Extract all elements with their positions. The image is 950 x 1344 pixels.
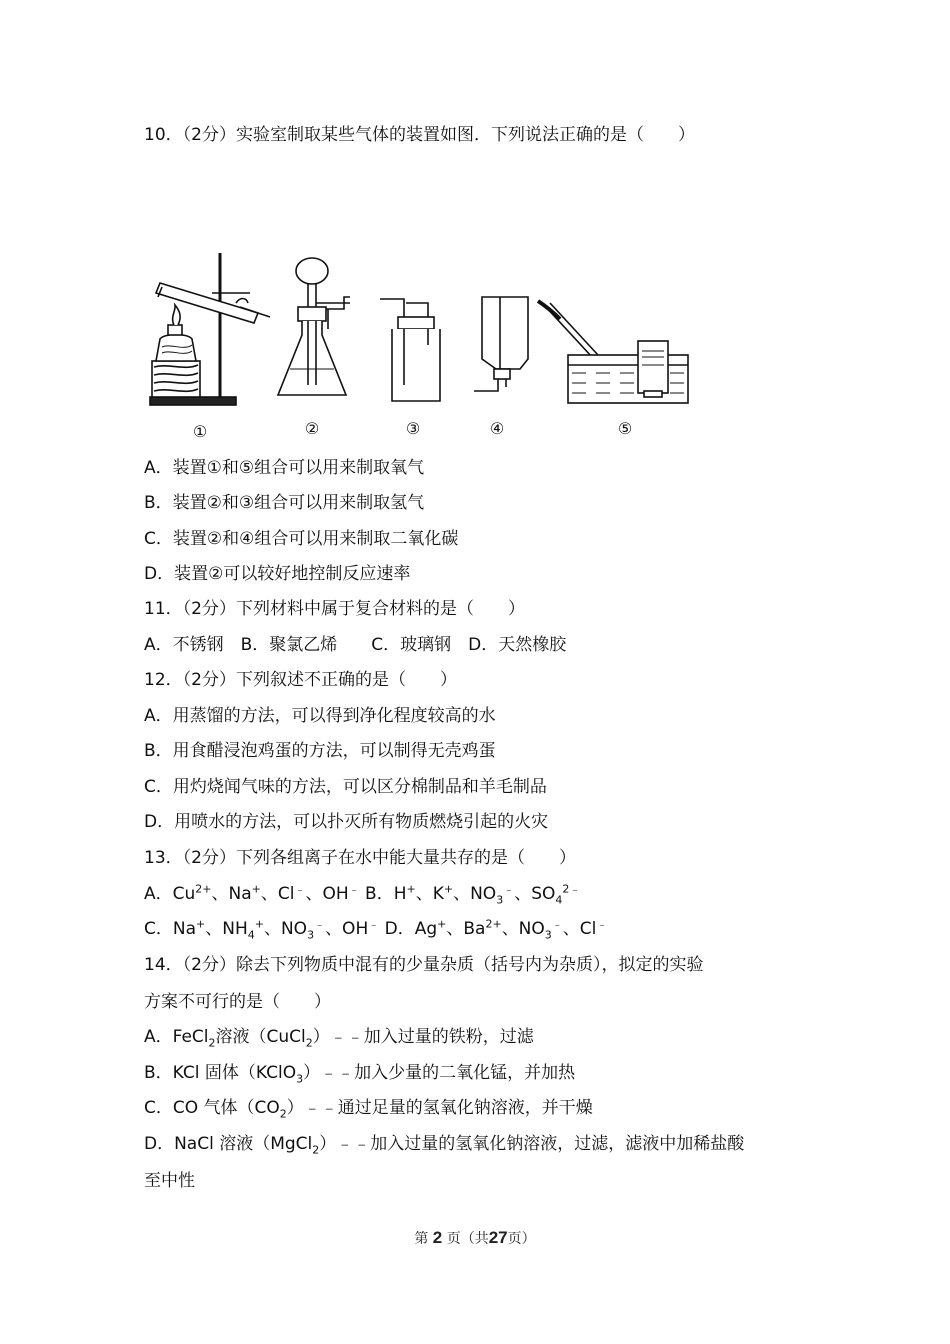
q14-option-b: B．KCl 固体（KClO$_3$）﹣﹣加入少量的二氧化锰，并加热 xyxy=(144,1063,576,1086)
q14-option-a: A．FeCl$_2$溶液（CuCl$_2$）﹣﹣加入过量的铁粉，过滤 xyxy=(144,1027,534,1050)
apparatus-1-heating-setup xyxy=(150,253,270,405)
q11-title: 11．（2分）下列材料中属于复合材料的是（ ） xyxy=(144,599,525,619)
q14-option-c: C．CO 气体$(CO_2)﹣﹣$通过足量的氢氧化钠溶液，并干燥 xyxy=(144,1098,593,1121)
q14-option-d: D．NaCl 溶液（MgCl$_2$）﹣﹣加入过量的氢氧化钠溶液，过滤，滤液中加稀盐酸 xyxy=(144,1134,745,1157)
q10-option-a: A．装置①和⑤组合可以用来制取氧气 xyxy=(144,458,425,478)
apparatus-label-5: ⑤ xyxy=(617,419,633,438)
apparatus-2-conical-flask xyxy=(278,258,350,395)
lab-apparatus-diagram xyxy=(140,245,700,450)
apparatus-label-1: ① xyxy=(192,422,208,441)
page-number: 2 xyxy=(432,1228,443,1247)
apparatus-5-water-trough xyxy=(538,301,688,403)
q12-option-c: C．用灼烧闻气味的方法，可以区分棉制品和羊毛制品 xyxy=(144,777,547,797)
q10-option-c: C．装置②和④组合可以用来制取二氧化碳 xyxy=(144,529,459,549)
q12-option-b: B．用食醋浸泡鸡蛋的方法，可以制得无壳鸡蛋 xyxy=(144,741,496,761)
page-total: 27 xyxy=(488,1228,508,1247)
q12-option-a: A．用蒸馏的方法，可以得到净化程度较高的水 xyxy=(144,706,496,726)
q14-title-line2: 方案不可行的是（ ） xyxy=(144,992,331,1012)
apparatus-4-inverted-bottle xyxy=(474,297,528,391)
page-footer: 第 2 页（共27页） xyxy=(414,1228,536,1247)
q13-title: 13．（2分）下列各组离子在水中能大量共存的是（ ） xyxy=(144,848,576,868)
q10-option-b: B．装置②和③组合可以用来制取氢气 xyxy=(144,493,425,513)
q12-option-d: D．用喷水的方法，可以扑灭所有物质燃烧引起的火灾 xyxy=(144,812,549,832)
q12-title: 12．（2分）下列叙述不正确的是（ ） xyxy=(144,670,457,690)
q13-options-cd: C．Na+、$NH_4^+$、$NO_3^﹣$、OH﹣ D．Ag+、$Ba^{2+}$、$NO_3^﹣$、Cl﹣ xyxy=(144,917,608,942)
apparatus-label-4: ④ xyxy=(489,419,505,438)
q11-options: A．不锈钢 B．聚氯乙烯 C．玻璃钢 D．天然橡胶 xyxy=(144,635,567,655)
apparatus-label-2: ② xyxy=(304,419,320,438)
q14-title-line1: 14．（2分）除去下列物质中混有的少量杂质（括号内为杂质），拟定的实验 xyxy=(144,955,704,975)
q10-title: 10．（2分）实验室制取某些气体的装置如图．下列说法正确的是（ ） xyxy=(144,125,695,145)
apparatus-label-3: ③ xyxy=(405,419,421,438)
q13-options-ab: A．$Cu^{2+}$、Na+、Cl﹣、OH﹣ B．H+、K+、$NO_3^﹣$、$SO_4^{2﹣}$ xyxy=(144,882,581,907)
q10-option-d: D．装置②可以较好地控制反应速率 xyxy=(144,564,411,584)
q14-option-d-cont: 至中性 xyxy=(144,1171,195,1191)
apparatus-3-gas-bottle xyxy=(380,299,440,401)
